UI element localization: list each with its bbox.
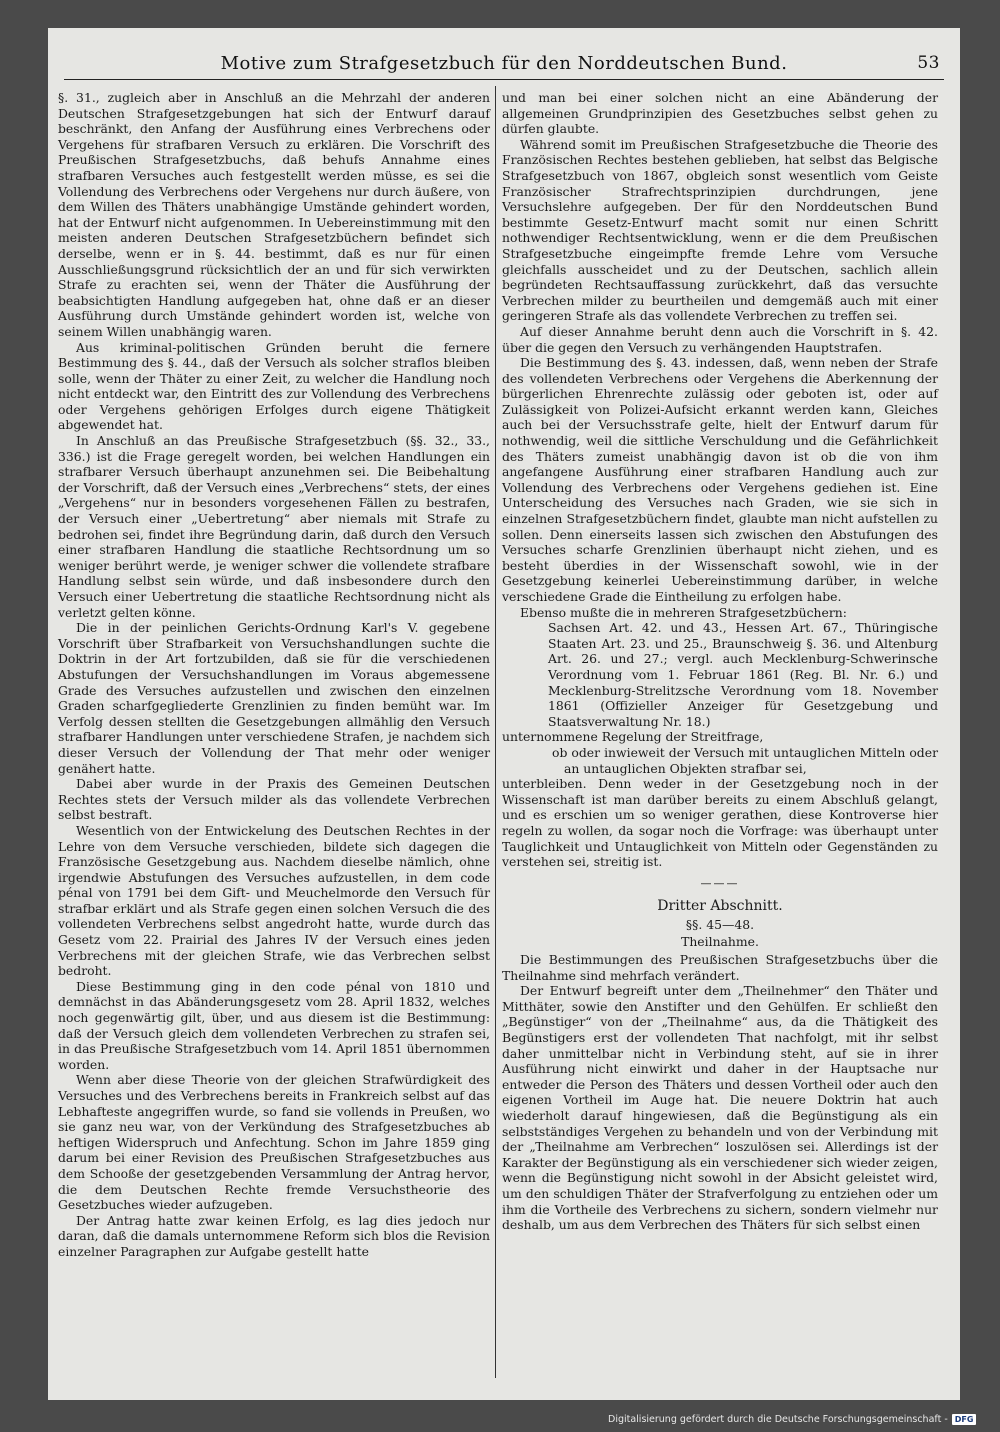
paragraph: §. 31., zugleich aber in Anschluß an die Mehrzahl der anderen Deutschen Strafgesetzgebungen hat sich der Entwurf darauf beschränkt, den Anfang der Ausführung eines Verbrechens oder Vergehens für strafbaren Versuch zu erklären. Die Vorschrift des Preußischen Strafgesetzbuchs, daß behufs Annahme eines strafbaren Versuches auch festgestellt werden müsse, es sei die Vollendung des Verbrechens oder Vergehens nur durch äußere, von dem Willen des Thäters unabhängige Umstände gehindert worden, hat der Entwurf nicht aufgenommen. In Uebereinstimmung mit den meisten anderen Deutschen Strafgesetzbüchern befindet sich derselbe, wenn er in §. 44. bestimmt, daß es nur für einen Ausschließungsgrund rücksichtlich der an und für sich verwirkten Strafe zu erachten sei, wenn der Thäter die Ausführung der beabsichtigten Handlung aufgegeben hat, ohne daß er an dieser Ausführung durch Umstände gehindert worden ist, welche von seinem Willen unabhängig waren. — [58, 90, 490, 339]
paragraph: Wesentlich von der Entwickelung des Deutschen Rechtes in der Lehre von dem Versuche verschieden, bildete sich dagegen die Französische Gesetzgebung aus. Nachdem dieselbe nämlich, ohne irgendwie Abstufungen des Versuches aufzustellen, in dem code pénal von 1791 bei dem Gift- und Meuchelmorde den Versuch für strafbar erklärt und als Strafe gegen einen solchen Versuch die des vollendeten Verbrechens selbst angedroht hatte, wurde durch das Gesetz vom 22. Prairial des Jahres IV der Versuch eines jeden Verbrechens mit der gleichen Strafe, wie das Verbrechen selbst bedroht. — [58, 822, 490, 979]
section-title: Dritter Abschnitt. — [657, 898, 783, 915]
running-title: Motive zum Strafgesetzbuch für den Norddeutschen Bund. — [220, 52, 788, 74]
column-divider — [495, 86, 496, 1378]
paragraph: Die in der peinlichen Gerichts-Ordnung Karl's V. gegebene Vorschrift über Strafbarkeit von Versuchshandlungen suchte die Doktrin in der Art fortzubilden, daß sie für die verschiedenen Abstufungen der Versuchshandlungen im Voraus abgemessene Grade des Versuches aufzustellen und zwischen den einzelnen Graden scharfgegliederte Grenzlinien zu finden bemüht war. Im Verfolg dessen stellten die Gesetzgebungen allmählig den Versuch strafbarer Handlungen unter verschiedene Strafen, je nachdem sich dieser Versuch der Vollendung der That mehr oder weniger genähert hatte. — [58, 620, 490, 776]
dfg-logo: DFG — [952, 1414, 977, 1425]
section-paragraphs: §§. 45—48. — [685, 916, 755, 932]
paragraph: In Anschluß an das Preußische Strafgesetzbuch (§§. 32., 33., 336.) ist die Frage geregelt worden, bei welchen Handlungen ein strafbarer Versuch überhaupt anzunehmen sei. Die Beibehaltung der Vorschrift, daß der Versuch eines „Verbrechens“ stets, der eines „Vergehens“ nur in besonders vorgesehenen Fällen zu bestrafen, der Versuch einer „Uebertretung“ aber niemals mit Strafe zu bedrohen sei, findet ihre Begründung darin, daß durch den Versuch einer strafbaren Handlung die staatliche Rechtsordnung um so weniger berührt werde, je weniger schwer die vollendete strafbare Handlung selbst sein würde, und daß insbesondere durch den Versuch einer Uebertretung die staatliche Rechtsordnung nicht als verletzt gelten könne. — [58, 433, 490, 620]
question-block: ob oder inwieweit der Versuch mit untauglichen Mitteln oder an untauglichen Objekten strafbar sei, — [552, 744, 938, 776]
indented-note: Sachsen Art. 42. und 43., Hessen Art. 67., Thüringische Staaten Art. 23. und 25., Braunschweig §. 36. und Altenburg Art. 26. und 27.; vergl. auch Mecklenburg-Schwerinsche Verordnung vom 1. Februar 1861 (Reg. Bl. Nr. 6.) und Mecklenburg-Strelitzsche Verordnung vom 18. November 1861 (Offizieller Anzeiger für Gesetzgebung und Staatsverwaltung Nr. 18.) — [548, 620, 938, 729]
paragraph: Der Antrag hatte zwar keinen Erfolg, es lag dies jedoch nur daran, daß die damals unternommene Reform sich blos die Revision einzelner Paragraphen zur Aufgabe gestellt hatte — [58, 1212, 490, 1259]
paragraph: Die Bestimmung des §. 43. indessen, daß, wenn neben der Strafe des vollendeten Verbrechens oder Vergehens die Aberkennung der bürgerlichen Ehrenrechte zulässig oder geboten ist, oder auf Zulässigkeit von Polizei-Aufsicht erkannt werden kann, Gleiches auch bei der Versuchsstrafe gelte, hielt der Entwurf darum für nothwendig, weil die sittliche Verschuldung und die Gefährlichkeit des Thäters zumeist unabhängig davon ist ob die von ihm angefangene Ausführung einer strafbaren Handlung auch zur Vollendung des Verbrechens oder Vergehens gediehen ist. Eine Unterscheidung des Versuches nach Graden, wie sie sich in einzelnen Strafgesetzbüchern findet, glaubte man nicht aufstellen zu sollen. Denn einerseits lassen sich zwischen den Abstufungen des Versuches scharfe Grenzlinien überhaupt nicht ziehen, und es besteht überdies in der Wissenschaft sowohl, wie in der Gesetzgebung keinerlei Uebereinstimmung darüber, in welche verschiedene Grade die Eintheilung zu erfolgen habe. — [502, 355, 938, 604]
digitization-credit — [608, 1414, 976, 1425]
paragraph: Auf dieser Annahme beruht denn auch die Vorschrift in §. 42. über die gegen den Versuch zu verhängenden Hauptstrafen. — [502, 323, 938, 355]
paragraph: Wenn aber diese Theorie von der gleichen Strafwürdigkeit des Versuches und des Verbrechens bereits in Frankreich selbst auf das Lebhafteste angegriffen wurde, so fand sie vollends in Preußen, wo sie ganz neu war, von der Verkündung des Strafgesetzbuches ab heftigen Widerspruch und Anfechtung. Schon im Jahre 1859 ging darum bei einer Revision des Preußischen Strafgesetzbuches aus dem Schooße der gesetzgebenden Versammlung der Antrag hervor, die dem Deutschen Rechte fremde Versuchstheorie des Gesetzbuches wieder aufzugeben. — [58, 1072, 490, 1213]
credit-text: Digitalisierung gefördert durch die Deutsche Forschungsgemeinschaft - — [608, 1414, 948, 1425]
header-rule — [64, 79, 944, 80]
paragraph: unternommene Regelung der Streitfrage, — [502, 729, 764, 745]
paragraph: Diese Bestimmung ging in den code pénal von 1810 und demnächst in das Abänderungsgesetz vom 28. April 1832, welches noch gegenwärtig gilt, über, und aus diesem ist die Bestimmung: daß der Versuch gleich dem vollendeten Verbrechen zu strafen sei, in das Preußische Strafgesetzbuch vom 14. April 1851 übernommen worden. — [58, 978, 490, 1072]
document-page — [48, 28, 960, 1400]
paragraph: unterbleiben. Denn weder in der Gesetzgebung noch in der Wissenschaft ist man darüber bereits zu einem Abschluß gelangt, und es erschien um so weniger gerathen, diese Kontroverse hier regeln zu wollen, da sogar noch die Vorfrage: was überhaupt unter Tauglichkeit und Untauglichkeit von Mitteln oder Gegenständen zu verstehen sei, streitig ist. — [502, 776, 938, 870]
paragraph: Die Bestimmungen des Preußischen Strafgesetzbuchs über die Theilnahme sind mehrfach verändert. — [502, 952, 938, 983]
page-number: 53 — [917, 53, 940, 73]
paragraph: und man bei einer solchen nicht an eine Abänderung der allgemeinen Grundprinzipien des Gesetzbuches selbst gehen zu dürfen glaubte. — [502, 90, 938, 137]
left-column — [58, 90, 490, 1260]
paragraph: Dabei aber wurde in der Praxis des Gemeinen Deutschen Rechtes stets der Versuch milder als das vollendete Verbrechen selbst bestraft. — [58, 776, 490, 823]
section-subtitle: Theilnahme. — [681, 934, 759, 950]
paragraph: Aus kriminal-politischen Gründen beruht die fernere Bestimmung des §. 44., daß der Versuch als solcher straflos bleiben solle, wenn der Thäter zu einer Zeit, zu welcher die Handlung noch nicht entdeckt war, den Eintritt des zur Vollendung des Verbrechens oder Vergehens gehörigen Erfolges durch eigene Thätigkeit abgewendet hat. — [58, 339, 490, 433]
right-column — [502, 90, 938, 1233]
running-header — [64, 50, 944, 76]
paragraph: Der Entwurf begreift unter dem „Theilnehmer“ den Thäter und Mitthäter, sowie den Anstifter und den Gehülfen. Er schließt den „Begünstiger“ von der „Theilnahme“ aus, da die Thätigkeit des Begünstigers erst der vollendeten That nachfolgt, mit ihr selbst daher unmittelbar nicht in Verbindung steht, auf sie in ihrer Ausführung nicht einwirkt und daher in der Hauptsache nur entweder die Person des Thäters und dessen Vortheil oder auch den eigenen Vortheil im Auge hat. Die neuere Doktrin hat auch wiederholt darauf hingewiesen, daß die Begünstigung als ein selbstständiges Vergehen zu behandeln und von der Verbindung mit der „Theilnahme am Verbrechen“ loszulösen sei. Allerdings ist der Karakter der Begünstigung als ein verschiedener sich wieder zeigen, wenn die Begünstigung nicht sowohl in der Absicht geleistet wird, um den schuldigen Thäter der Strafverfolgung zu entziehen oder um ihm die Vortheile des Verbrechens zu sichern, sondern vielmehr nur deshalb, um aus dem Verbrechen des Thäters für sich selbst einen — [502, 983, 938, 1233]
paragraph: Während somit im Preußischen Strafgesetzbuche die Theorie des Französischen Rechtes bestehen geblieben, hat selbst das Belgische Strafgesetzbuch von 1867, obgleich sonst wesentlich vom Geiste Französischer Strafrechtsprinzipien durchdrungen, jene Versuchslehre aufgegeben. Der für den Norddeutschen Bund bestimmte Gesetz-Entwurf macht somit nur einen Schritt nothwendiger Rechtsentwicklung, wenn er die dem Preußischen Strafgesetzbuche eingeimpfte fremde Lehre vom Versuche gleichfalls ausscheidet und zu der Deutschen, sachlich allein begründeten Rechtsauffassung zurückkehrt, daß das versuchte Verbrechen milder zu beurtheilen und demgemäß auch mit einer geringeren Strafe als das vollendete Verbrechen zu treffen sei. — [502, 136, 938, 324]
paragraph: Ebenso mußte die in mehreren Strafgesetzbüchern: — [520, 604, 847, 620]
section-separator: ——— — [700, 876, 740, 890]
